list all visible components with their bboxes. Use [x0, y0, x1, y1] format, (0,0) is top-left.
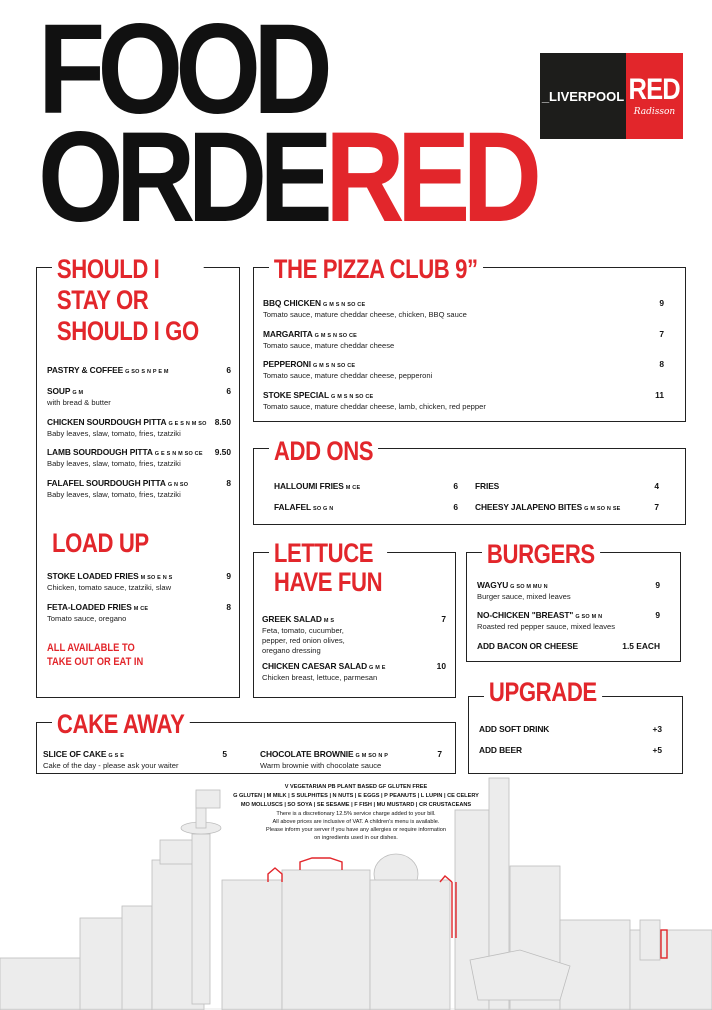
price: 8	[659, 359, 664, 369]
menu-item-bbq-chicken: BBQ CHICKEN G M S N SO CE Tomato sauce, mature cheddar cheese, chicken, BBQ sauce	[263, 298, 467, 319]
logo-city: _LIVERPOOL	[540, 53, 626, 139]
menu-item-stoke-special: STOKE SPECIAL G M S N SO CE Tomato sauce, mature cheddar cheese, lamb, chicken, red pepper	[263, 390, 486, 411]
price: 7	[659, 329, 664, 339]
price: 7	[654, 502, 659, 512]
price: 6	[226, 386, 231, 396]
price: 11	[655, 390, 664, 400]
should-stay-heading: SHOULD I STAY OR SHOULD I GO	[52, 254, 204, 347]
upgrade-soft-drink: ADD SOFT DRINK	[479, 724, 550, 734]
price: +3	[652, 724, 662, 734]
legend-allergy-info: Please inform your server if you have any allergies or require information	[265, 827, 447, 833]
pizza-heading: THE PIZZA CLUB 9”	[269, 254, 483, 284]
legend-vat: All above prices are inclusive of VAT. A children's menu is available.	[272, 819, 440, 825]
menu-item-chicken-caesar-salad: CHICKEN CAESAR SALAD G M E Chicken breast, lettuce, parmesan	[262, 661, 386, 682]
price: 6	[226, 365, 231, 375]
allergen-legend	[0, 783, 712, 842]
price: 9	[655, 580, 660, 590]
addon-falafel: FALAFEL SO G N	[274, 502, 334, 512]
radisson-red-logo	[540, 53, 683, 139]
price: 1.5 EACH	[622, 641, 660, 651]
price: 8	[226, 602, 231, 612]
menu-item-slice-of-cake: SLICE OF CAKE G S E Cake of the day - please ask your waiter	[43, 749, 179, 770]
cake-away-heading: CAKE AWAY	[52, 709, 189, 739]
upgrade-heading: UPGRADE	[484, 677, 602, 707]
menu-item-soup: SOUP G M with bread & butter	[47, 386, 111, 407]
price: +5	[652, 745, 662, 755]
menu-item-pastry-coffee: PASTRY & COFFEE G SO S N P E M	[47, 365, 169, 375]
price: 6	[453, 502, 458, 512]
menu-item-falafel-pitta: FALAFEL SOURDOUGH PITTA G N SO Baby leaves, slaw, tomato, fries, tzatziki	[47, 478, 189, 499]
skyline-building	[560, 920, 630, 1010]
skyline-highlight	[300, 858, 342, 870]
title-ordered: ORDERED	[38, 106, 535, 249]
add-ons-heading: ADD ONS	[269, 436, 378, 466]
lettuce-heading: LETTUCE HAVE FUN	[269, 539, 387, 597]
price: 7	[437, 749, 442, 759]
price: 9	[226, 571, 231, 581]
menu-item-margarita: MARGARITA G M S N SO CE Tomato sauce, mature cheddar cheese	[263, 329, 395, 350]
legend-allergens-2: MO MOLLUSCS | SO SOYA | SE SESAME | F FISH | MU MUSTARD | CR CRUSTACEANS	[240, 802, 472, 808]
price: 5	[222, 749, 227, 759]
upgrade-beer: ADD BEER	[479, 745, 522, 755]
legend-service-charge: There is a discretionary 12.5% service charge added to your bill.	[276, 811, 436, 817]
skyline-building	[640, 920, 660, 960]
upgrade-box	[468, 696, 683, 774]
logo-brand-block	[626, 53, 683, 139]
menu-item-pepperoni: PEPPERONI G M S N SO CE Tomato sauce, mature cheddar cheese, pepperoni	[263, 359, 433, 380]
price: 7	[441, 614, 446, 624]
menu-item-greek-salad: GREEK SALAD M S Feta, tomato, cucumber, pepper, red onion olives, oregano dressing	[262, 614, 345, 655]
price: 8	[226, 478, 231, 488]
skyline-building	[370, 880, 450, 1010]
menu-item-no-chicken-breast: NO-CHICKEN "BREAST" G SO M N Roasted red pepper sauce, mixed leaves	[477, 610, 616, 631]
addon-halloumi-fries: HALLOUMI FRIES M CE	[274, 481, 361, 491]
price: 9.50	[214, 447, 231, 457]
logo-script: Radisson	[633, 107, 676, 117]
price: 6	[453, 481, 458, 491]
skyline-building	[222, 880, 282, 1010]
menu-item-chicken-pitta: CHICKEN SOURDOUGH PITTA G E S N M SO Baby leaves, slaw, tomato, fries, tzatziki	[47, 417, 207, 438]
menu-item-add-bacon-cheese: ADD BACON OR CHEESE	[477, 641, 578, 651]
price: 9	[655, 610, 660, 620]
menu-item-lamb-pitta: LAMB SOURDOUGH PITTA G E S N M SO CE Baby leaves, slaw, tomato, fries, tzatziki	[47, 447, 203, 468]
skyline-tower	[192, 834, 210, 1004]
price: 4	[654, 481, 659, 491]
addon-cheesy-jalapeno-bites: CHEESY JALAPENO BITES G M SO N SE	[475, 502, 621, 512]
load-up-heading: LOAD UP	[52, 528, 149, 558]
menu-item-chocolate-brownie: CHOCOLATE BROWNIE G M SO N P Warm brownie with chocolate sauce	[260, 749, 389, 770]
addon-fries: FRIES	[475, 481, 500, 491]
menu-item-feta-loaded-fries: FETA-LOADED FRIES M CE Tomato sauce, oregano	[47, 602, 149, 623]
legend-diet: V VEGETARIAN PB PLANT BASED GF GLUTEN FREE	[284, 784, 428, 790]
menu-item-stoke-loaded-fries: STOKE LOADED FRIES M SO E N S Chicken, tomato sauce, tzatziki, slaw	[47, 571, 173, 592]
legend-allergens-1: G GLUTEN | M MILK | S SULPHITES | N NUTS | E EGGS | P PEANUTS | L LUPIN | CE CELERY	[233, 793, 479, 799]
skyline-building	[160, 840, 196, 864]
burgers-heading: BURGERS	[482, 539, 600, 569]
price: 9	[659, 298, 664, 308]
title-food: FOOD	[38, 0, 326, 141]
price: 10	[436, 661, 446, 671]
skyline-building	[282, 870, 370, 1010]
skyline-building	[122, 906, 152, 1010]
menu-item-wagyu: WAGYU G SO M MU N Burger sauce, mixed leaves	[477, 580, 571, 601]
logo-brand: RED	[628, 73, 681, 106]
price: 8.50	[214, 417, 231, 427]
takeout-note: ALL AVAILABLE TO TAKE OUT OR EAT IN	[47, 642, 144, 668]
legend-ingredients: on ingredients used in our dishes.	[314, 835, 398, 841]
